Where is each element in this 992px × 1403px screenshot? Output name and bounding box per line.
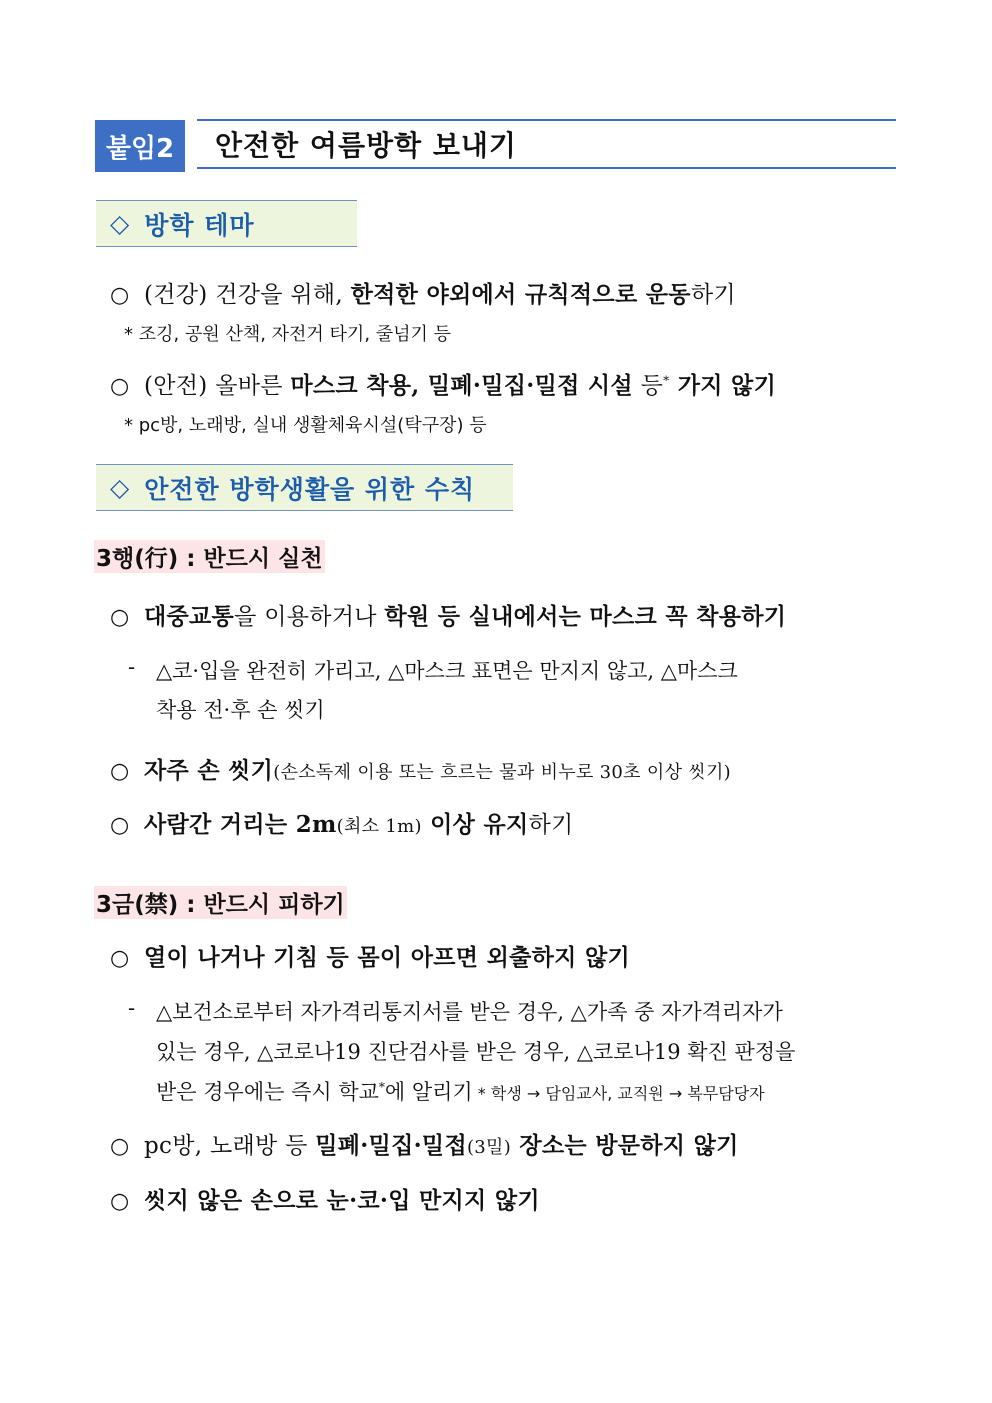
section-rules-title: 안전한 방학생활을 위한 수칙: [144, 474, 476, 504]
mask-detail-line1: △코·입을 완전히 가리고, △마스크 표면은 만지지 않고, △마스크: [156, 659, 738, 683]
page-title: [197, 119, 896, 169]
rule-do-item-handwash: [110, 752, 731, 785]
mask-text: 을 이용하거나: [234, 604, 385, 630]
health-item: [110, 276, 736, 309]
circle-bullet-icon: ○: [110, 1189, 130, 1214]
safety-footnote-mark: *: [663, 373, 670, 388]
rule-dont-item-sick: [110, 939, 630, 972]
rule-dont-item-places: [110, 1127, 739, 1160]
distance-min: (최소 1m): [336, 816, 422, 837]
sick-detail-tail: 에 알리기: [384, 1080, 473, 1104]
places-bold-2: 장소는 방문하지 않기: [511, 1132, 739, 1159]
circle-bullet-icon: ○: [110, 759, 130, 784]
section-theme-header: [96, 200, 357, 247]
circle-bullet-icon: ○: [110, 374, 130, 399]
distance-tail: 하기: [528, 812, 574, 838]
touch-bold: 씻지 않은 손으로 눈·코·입 만지지 않기: [144, 1187, 540, 1214]
sick-bold: 열이 나거나 기침 등 몸이 아프면 외출하지 않기: [144, 944, 630, 971]
circle-bullet-icon: ○: [110, 283, 130, 308]
health-text: 건강을 위해,: [207, 282, 351, 308]
distance-bold: 사람간 거리는 2m: [144, 811, 337, 838]
safety-bold: 마스크 착용, 밀폐·밀집·밀접 시설: [290, 372, 633, 399]
diamond-icon: ◇: [110, 209, 131, 238]
school-footnote-mark: *: [378, 1080, 385, 1094]
places-3mil: (3밀): [466, 1137, 512, 1158]
safety-bold-2: 가지 않기: [669, 372, 777, 399]
attachment-tag-label: 붙임2: [105, 133, 175, 164]
places-bold: 밀폐·밀집·밀접: [315, 1132, 467, 1159]
section-rules-header: [96, 464, 513, 511]
distance-bold-2: 이상 유지: [421, 811, 529, 838]
dash-icon: -: [128, 655, 136, 679]
circle-bullet-icon: ○: [110, 605, 130, 630]
rule-do-item-mask: [110, 598, 786, 631]
sick-detail-line2: 있는 경우, △코로나19 진단검사를 받은 경우, △코로나19 확진 판정을: [156, 1040, 796, 1064]
rule-dont-heading: 3금(禁) : 반드시 피하기: [94, 886, 347, 919]
safety-text: 올바른: [207, 373, 291, 399]
page-title-text: 안전한 여름방학 보내기: [215, 129, 517, 162]
circle-bullet-icon: ○: [110, 946, 130, 971]
rule-do-heading: 3행(行) : 반드시 실천: [94, 540, 325, 573]
mask-bold: 대중교통: [144, 603, 235, 630]
places-text: pc방, 노래방 등: [144, 1133, 316, 1159]
dash-icon: -: [128, 996, 136, 1020]
section-theme-title: 방학 테마: [144, 210, 255, 240]
sick-detail-line1: △보건소로부터 자가격리통지서를 받은 경우, △가족 중 자가격리자가: [156, 1000, 783, 1024]
handwash-detail: (손소독제 이용 또는 흐르는 물과 비누로 30초 이상 씻기): [273, 762, 731, 783]
mask-bold-2: 학원 등 실내에서는 마스크 꼭 착용하기: [384, 603, 787, 630]
rule-do-item-distance: [110, 806, 574, 839]
sick-detail-line3: [156, 1076, 765, 1106]
sick-detail-text: 받은 경우에는 즉시 학교: [156, 1080, 379, 1104]
circle-bullet-icon: ○: [110, 1134, 130, 1159]
attachment-tag: [95, 120, 185, 172]
safety-text-2: 등: [632, 373, 664, 399]
safety-note: * pc방, 노래방, 실내 생활체육시설(탁구장) 등: [124, 415, 487, 436]
mask-detail-line2: 착용 전·후 손 씻기: [156, 698, 325, 722]
health-lead: (건강): [144, 282, 208, 308]
circle-bullet-icon: ○: [110, 813, 130, 838]
rule-dont-item-touch: [110, 1182, 540, 1215]
handwash-bold: 자주 손 씻기: [144, 757, 274, 784]
health-bold: 한적한 야외에서 규칙적으로 운동: [350, 281, 691, 308]
safety-item: [110, 367, 776, 400]
report-contact-note: * 학생 → 담임교사, 교직원 → 복무담당자: [472, 1084, 765, 1103]
health-note: * 조깅, 공원 산책, 자전거 타기, 줄넘기 등: [124, 324, 452, 345]
health-tail: 하기: [690, 282, 736, 308]
diamond-icon: ◇: [110, 473, 131, 502]
safety-lead: (안전): [144, 373, 208, 399]
